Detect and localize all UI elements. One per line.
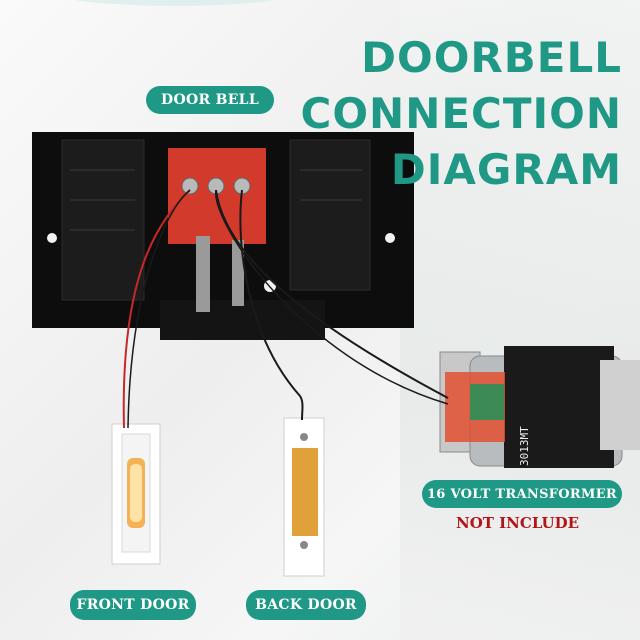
transformer-model-text: 3013MT [518, 426, 531, 466]
back-button-screw-top [300, 433, 308, 441]
not-included-note: NOT INCLUDE [456, 514, 580, 532]
title-line-2: CONNECTION [300, 89, 622, 138]
back-door-label: BACK DOOR [246, 590, 366, 620]
transformer-stem [600, 360, 640, 450]
back-button-screw-bottom [300, 541, 308, 549]
mount-hole-left [47, 233, 57, 243]
page-title [301, 30, 622, 198]
solenoid-left [62, 140, 144, 300]
title-line-3: DIAGRAM [390, 145, 622, 194]
terminal-screw-front [182, 178, 198, 194]
front-door-button [112, 424, 160, 564]
title-line-1: DOORBELL [361, 33, 622, 82]
front-door-label: FRONT DOOR [70, 590, 196, 620]
back-door-button [284, 418, 324, 576]
transformer-label: 16 VOLT TRANSFORMER [422, 480, 622, 508]
mount-hole-right [385, 233, 395, 243]
plunger-1 [196, 236, 210, 312]
door-bell-label: DOOR BELL [146, 86, 274, 114]
back-button-circuit [292, 448, 318, 536]
transformer-circuit [470, 384, 504, 420]
transformer [440, 346, 640, 468]
